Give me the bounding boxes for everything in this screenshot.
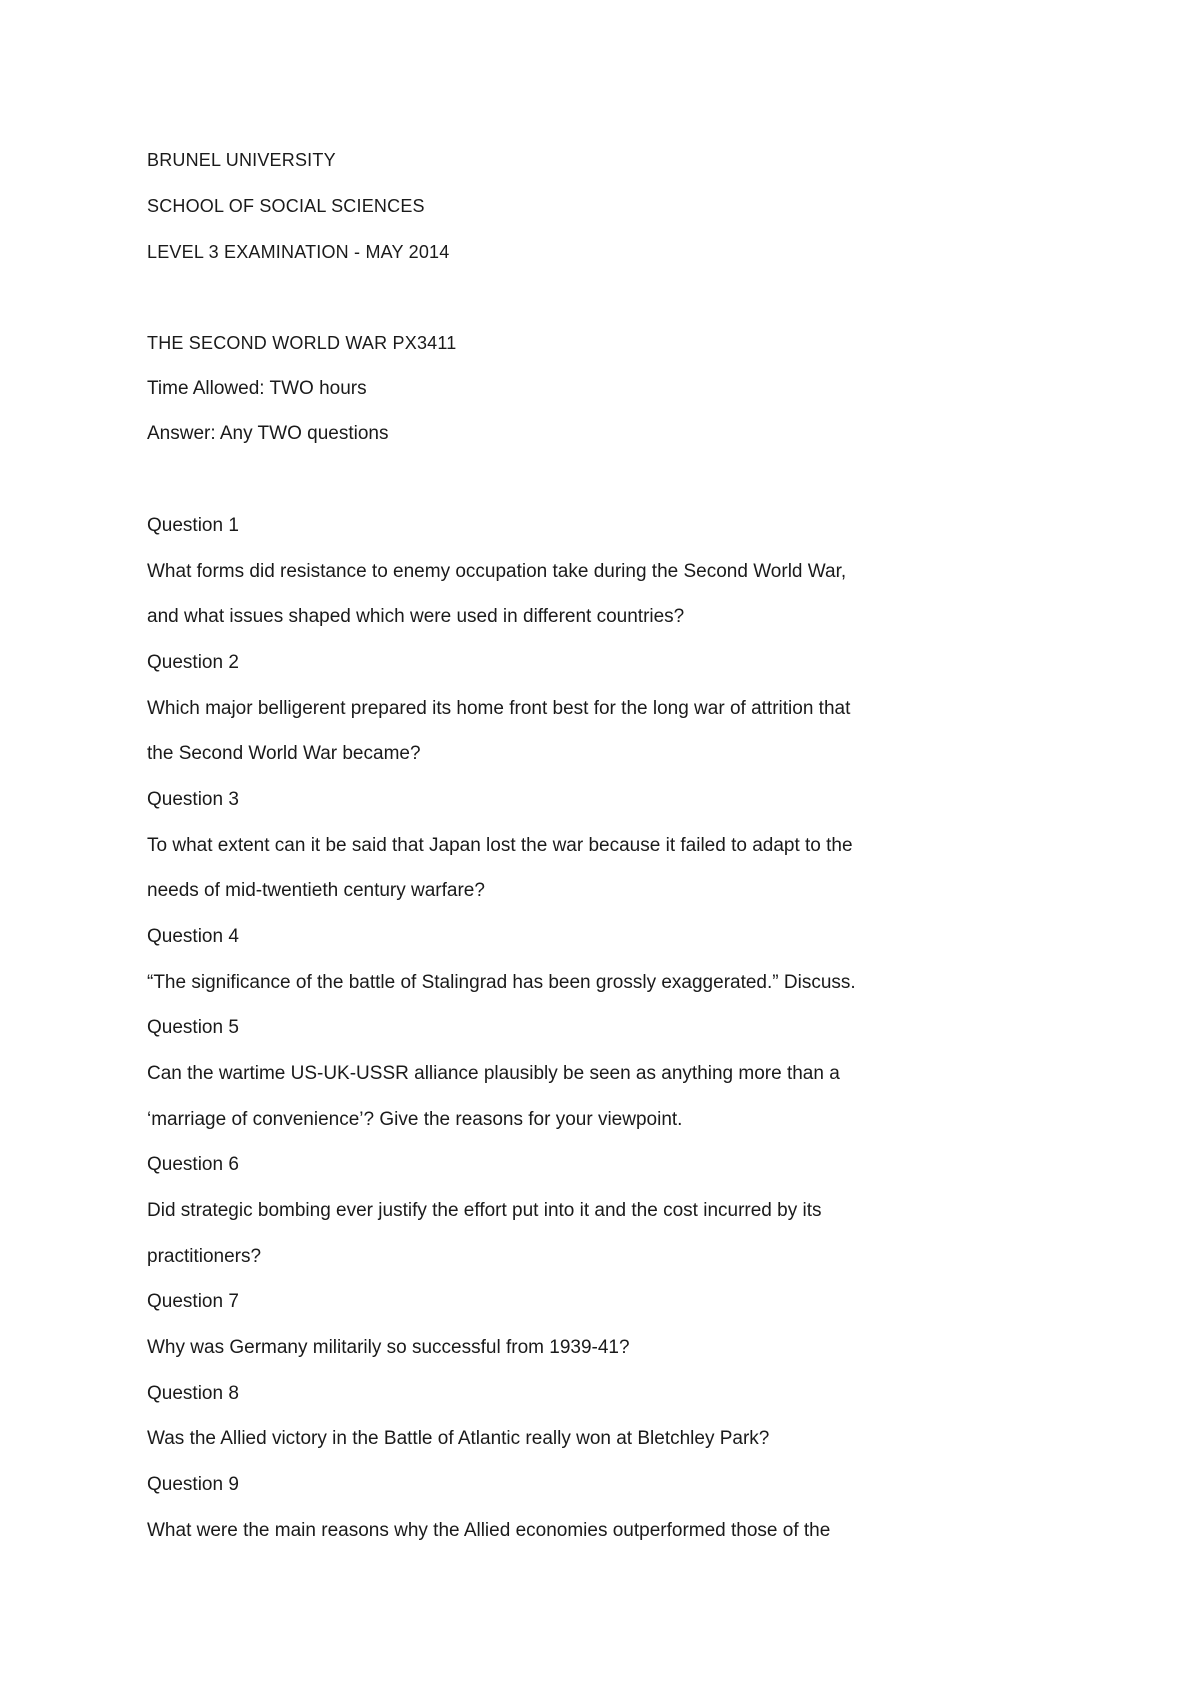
question-heading: Question 6 xyxy=(147,1154,239,1175)
question-text: Did strategic bombing ever justify the effort put into it and the cost incurred by its xyxy=(147,1200,822,1221)
time-allowed: Time Allowed: TWO hours xyxy=(147,378,367,399)
question-text: To what extent can it be said that Japan lost the war because it failed to adapt to the xyxy=(147,835,853,856)
school-name: SCHOOL OF SOCIAL SCIENCES xyxy=(147,196,425,216)
question-heading: Question 4 xyxy=(147,926,239,947)
question-text: Can the wartime US-UK-USSR alliance plausibly be seen as anything more than a xyxy=(147,1063,840,1084)
question-heading: Question 1 xyxy=(147,515,239,536)
university-name: BRUNEL UNIVERSITY xyxy=(147,150,336,170)
question-text: ‘marriage of convenience’? Give the reasons for your viewpoint. xyxy=(147,1109,683,1130)
answer-instruction: Answer: Any TWO questions xyxy=(147,423,389,444)
question-text: Was the Allied victory in the Battle of Atlantic really won at Bletchley Park? xyxy=(147,1428,770,1449)
question-heading: Question 5 xyxy=(147,1017,239,1038)
question-heading: Question 8 xyxy=(147,1383,239,1404)
question-heading: Question 9 xyxy=(147,1474,239,1495)
question-text: Why was Germany militarily so successful from 1939-41? xyxy=(147,1337,630,1358)
question-text: What were the main reasons why the Allied economies outperformed those of the xyxy=(147,1520,831,1541)
question-text: practitioners? xyxy=(147,1246,262,1267)
question-heading: Question 7 xyxy=(147,1291,239,1312)
question-text: needs of mid-twentieth century warfare? xyxy=(147,880,485,901)
question-text: the Second World War became? xyxy=(147,743,421,764)
question-heading: Question 3 xyxy=(147,789,239,810)
question-text: What forms did resistance to enemy occupation take during the Second World War, xyxy=(147,561,847,582)
exam-title: LEVEL 3 EXAMINATION - MAY 2014 xyxy=(147,242,450,262)
question-text: and what issues shaped which were used in different countries? xyxy=(147,606,685,627)
question-text: “The significance of the battle of Stalingrad has been grossly exaggerated.” Discuss. xyxy=(147,972,856,993)
course-title: THE SECOND WORLD WAR PX3411 xyxy=(147,333,457,353)
question-heading: Question 2 xyxy=(147,652,239,673)
question-text: Which major belligerent prepared its home front best for the long war of attrition that xyxy=(147,698,851,719)
